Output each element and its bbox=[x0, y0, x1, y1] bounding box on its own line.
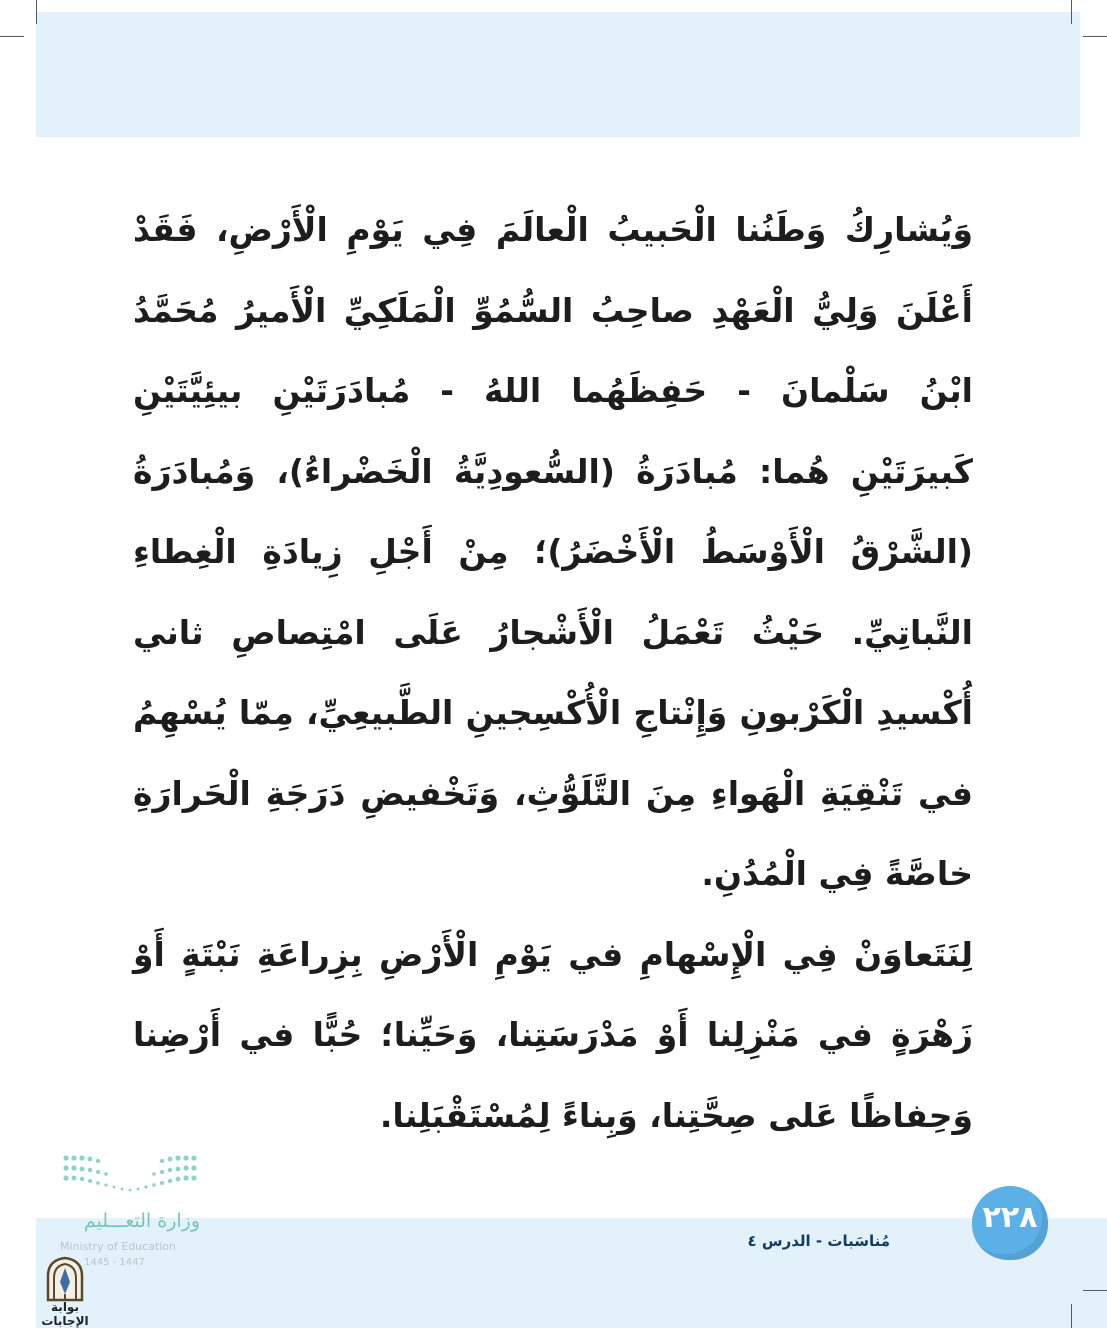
crop-mark bbox=[1083, 1290, 1107, 1291]
ministry-name-english: Ministry of Education bbox=[60, 1240, 177, 1253]
page-number: ٢٢٨ bbox=[982, 1200, 1038, 1235]
header-band bbox=[36, 12, 1080, 137]
paragraph-2: لِنَتَعاوَنْ فِي الْإِسْهامِ في يَوْمِ الْأَرْضِ بِزِراعَةِ نَبْتَةٍ أَوْ زَهْرَةٍ في مَنْزِلِنا أَوْ مَدْرَسَتِنا، وَحَيِّنا؛ حُبًّا في أَرْضِنا وَحِفاظًا عَلى صِحَّتِنا، وَبِناءً لِمُسْتَقْبَلِنا. bbox=[133, 934, 973, 1135]
ministry-logo-icon bbox=[60, 1152, 200, 1200]
body-text bbox=[133, 190, 973, 1156]
crop-mark bbox=[1071, 0, 1072, 24]
footer-band bbox=[36, 1218, 1107, 1328]
paragraph-1: وَيُشارِكُ وَطَنُنا الْحَبيبُ الْعالَمَ فِي يَوْمِ الْأَرْضِ، فَقَدْ أَعْلَنَ وَلِيُّ الْعَهْدِ صاحِبُ السُّمُوِّ الْمَلَكِيِّ الْأَميرُ مُحَمَّدُ ابْنُ سَلْمانَ - حَفِظَهُما اللهُ - مُبادَرَتَيْنِ بيئِيَّتَيْنِ كَبيرَتَيْنِ هُما: مُبادَرَةُ (السُّعودِيَّةُ الْخَضْراءُ)، وَمُبادَرَةُ (الشَّرْقُ الْأَوْسَطُ الْأَخْضَرُ)؛ مِنْ أَجْلِ زِيادَةِ الْغِطاءِ النَّباتِيِّ. حَيْثُ تَعْمَلُ الْأَشْجارُ عَلَى امْتِصاصِ ثاني أُكْسيدِ الْكَرْبونِ وَإِنْتاجِ الْأُكْسِجينِ الطَّبيعِيِّ، مِمّا يُسْهِمُ في تَنْقِيَةِ الْهَواءِ مِنَ التَّلَوُّثِ، وَتَخْفيضِ دَرَجَةِ الْحَرارَةِ خاصَّةً فِي الْمُدُنِ. bbox=[133, 210, 973, 893]
crop-mark bbox=[0, 36, 24, 37]
portal-logo-icon bbox=[44, 1256, 86, 1302]
ministry-year: 1445 - 1447 bbox=[84, 1257, 145, 1268]
crop-mark bbox=[36, 0, 37, 24]
crop-mark bbox=[1083, 36, 1107, 37]
crop-mark bbox=[1071, 1304, 1072, 1328]
lesson-label: مُناسَبات - الدرس ٤ bbox=[747, 1232, 890, 1250]
ministry-name-arabic: وزارة التعـــليم bbox=[83, 1210, 200, 1232]
portal-label: بوابة الإجابات bbox=[41, 1300, 89, 1328]
